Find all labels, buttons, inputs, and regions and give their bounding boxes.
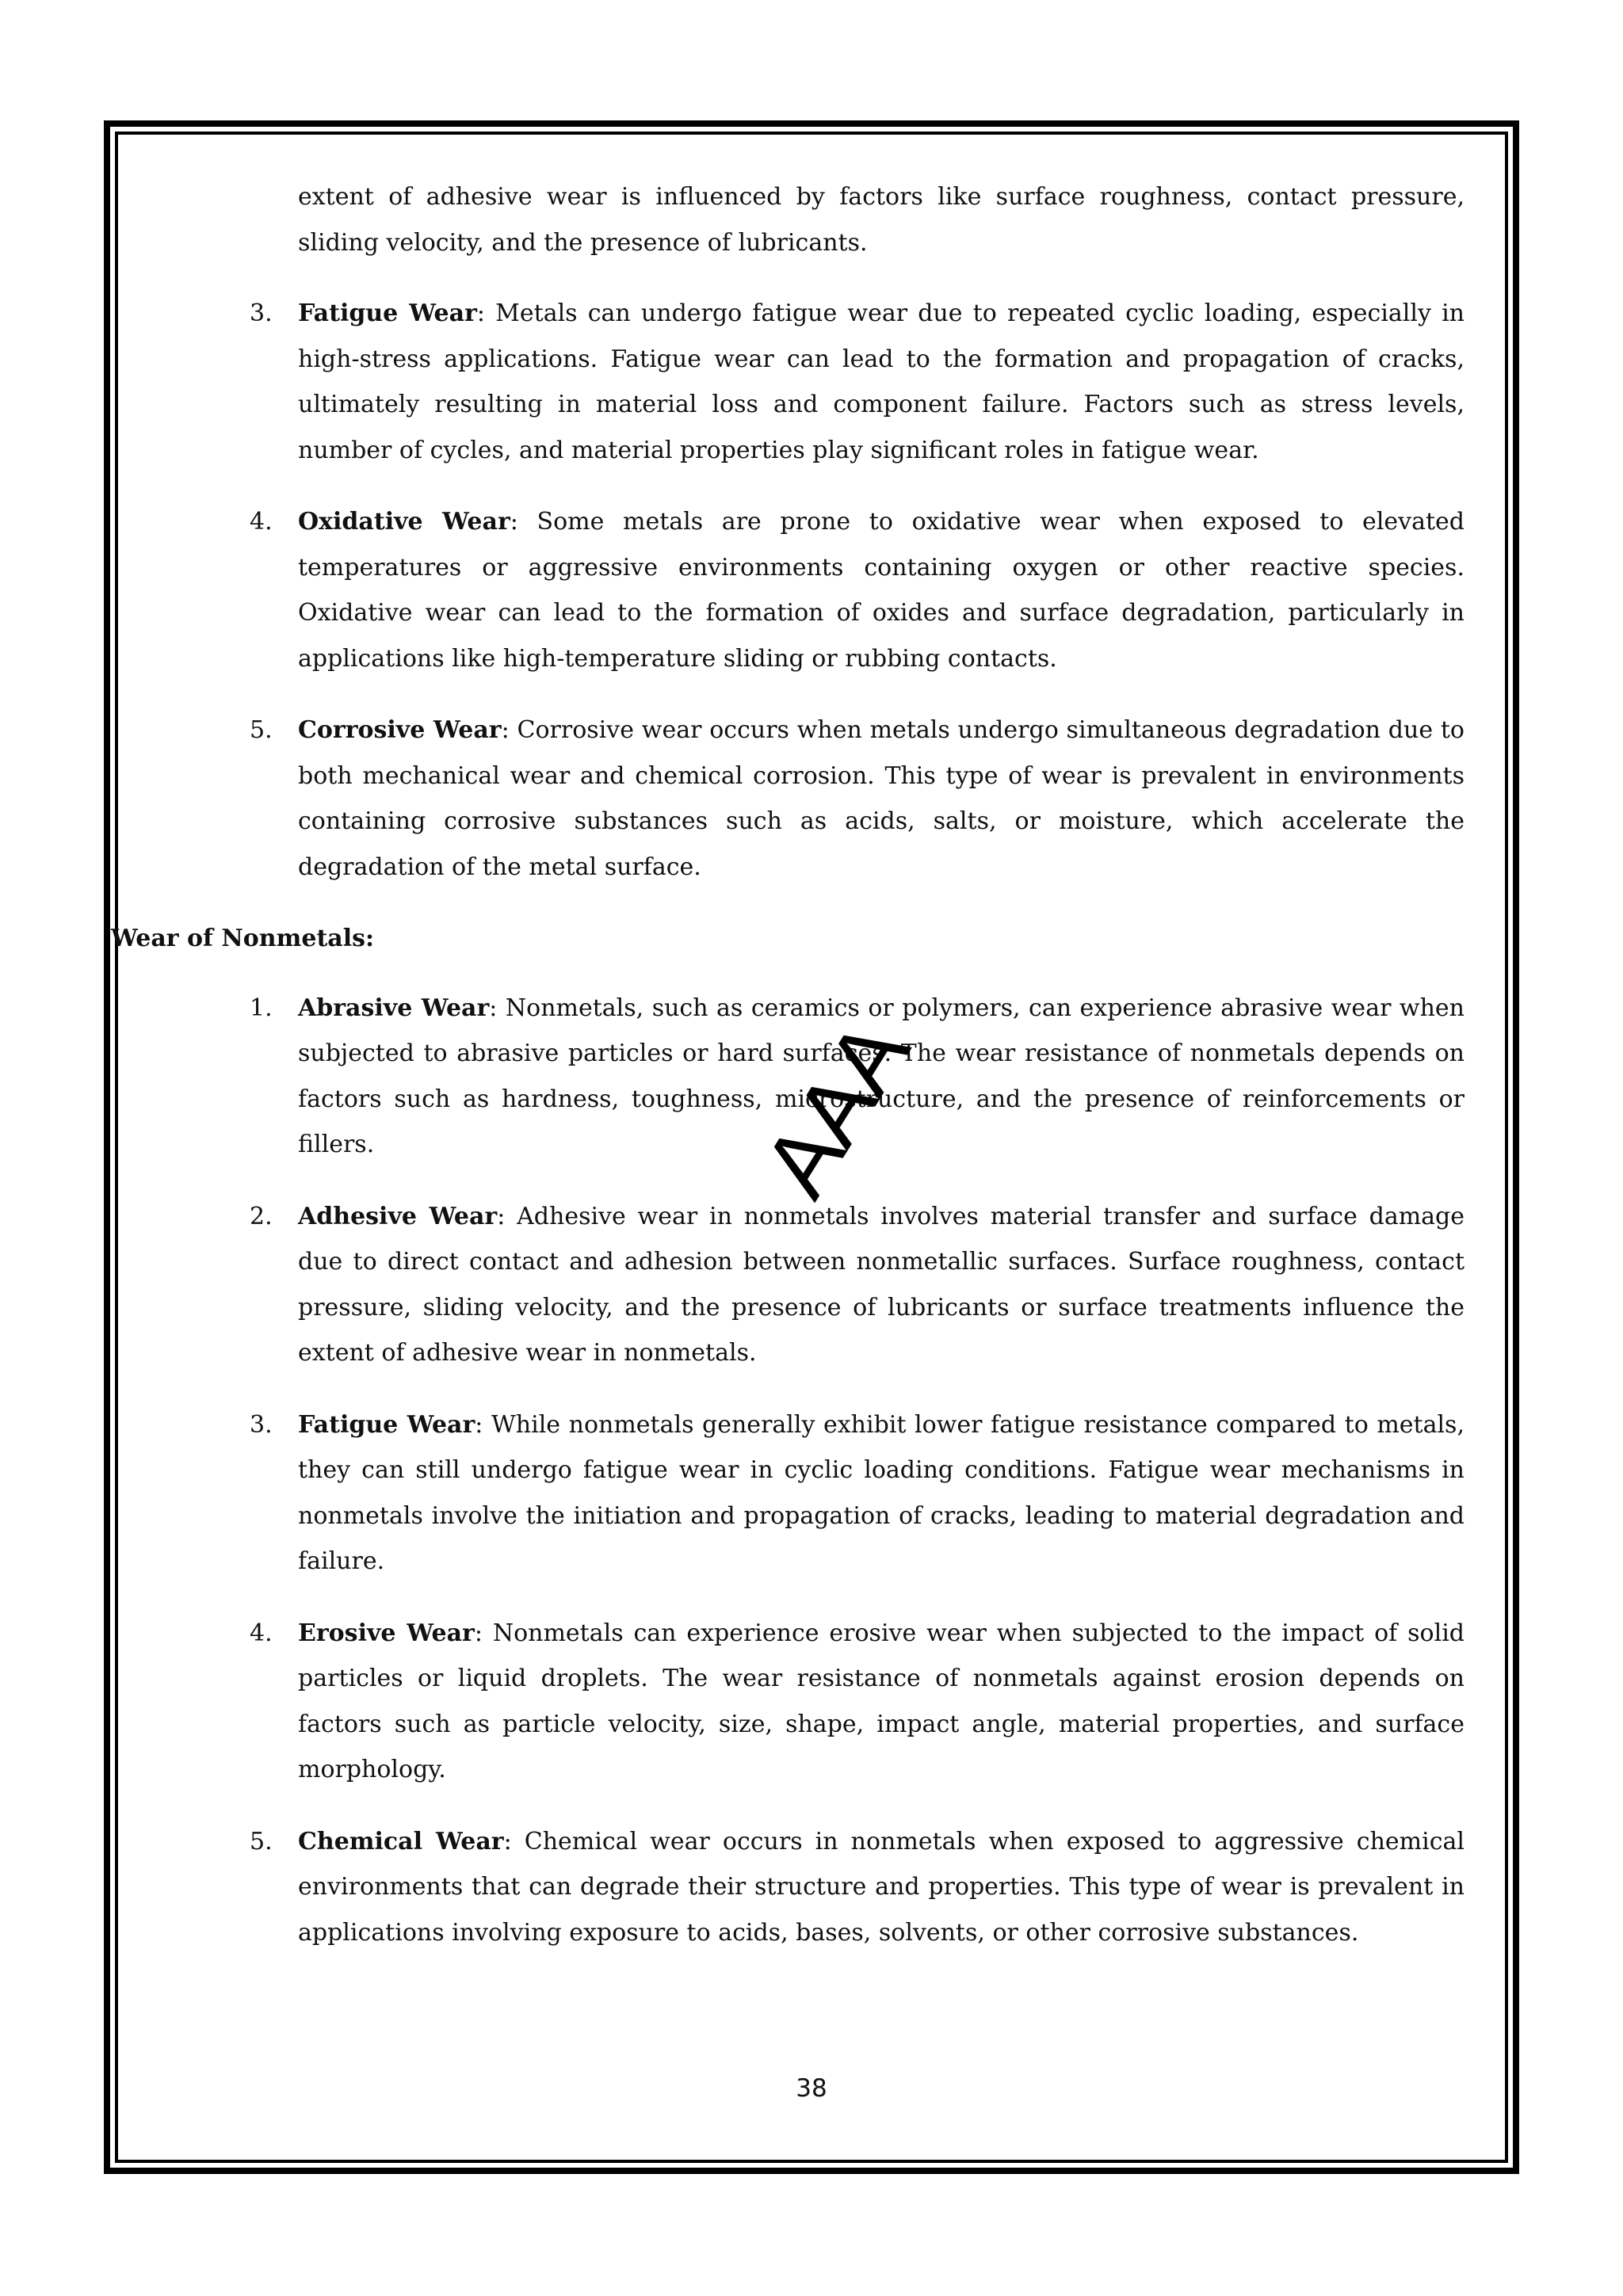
list-item-number: 5. [250,1827,273,1855]
list-item-text: : Nonmetals can experience erosive wear when subjected to the impact of solid particles or liquid droplets. The wear resistance of nonmetals against erosion depends on factors such as particle velocity, size, shape, impact angle, material properties, and surface morphology. [298,1619,1465,1783]
list-item-number: 1. [250,994,273,1022]
list-item-text: : Chemical wear occurs in nonmetals when exposed to aggressive chemical environments that can degrade their structure and properties. This type of wear is prevalent in applications involving exposure to acids, bases, solvents, or other corrosive substances. [298,1827,1465,1947]
list-item-text: : Some metals are prone to oxidative wear when exposed to elevated temperatures or aggressive environments containing oxygen or other reactive species. Oxidative wear can lead to the formation of oxides and surface degradation, particularly in applications like high-temperature sliding or rubbing contacts. [298,508,1465,673]
nonmetals-section-heading: Wear of Nonmetals: [111,925,375,952]
list-item-text: : Corrosive wear occurs when metals undergo simultaneous degradation due to both mechanical wear and chemical corrosion. This type of wear is prevalent in environments containing corrosive substances such as acids, salts, or moisture, which accelerate the degradation of the metal surface. [298,716,1465,881]
list-item-term: Fatigue Wear [298,299,477,327]
list-item-number: 3. [250,299,273,327]
list-item-term: Oxidative Wear [298,508,510,536]
list-item [204,1402,1465,1585]
watermark-text: AAA [743,1004,929,1215]
list-item-term: Chemical Wear [298,1827,504,1855]
list-item-number: 2. [250,1202,273,1230]
list-item-text: : Nonmetals, such as ceramics or polymers, can experience abrasive wear when subjected to abrasive particles or hard surfaces. The wear resistance of nonmetals depends on factors such as hardness, toughness, microstructure, and the presence of reinforcements or fillers. [298,994,1465,1158]
list-item-term: Adhesive Wear [298,1202,498,1230]
list-item-text: : Metals can undergo fatigue wear due to repeated cyclic loading, especially in high-stress applications. Fatigue wear can lead to the formation and propagation of cracks, ultimately resulting in material loss and component failure. Factors such as stress levels, number of cycles, and material properties play significant roles in fatigue wear. [298,299,1465,464]
list-item [204,499,1465,681]
list-item [204,1819,1465,1956]
list-item-number: 5. [250,716,273,744]
list-item-number: 4. [250,508,273,536]
list-item-term: Erosive Wear [298,1619,475,1647]
intro-continuation-paragraph: extent of adhesive wear is influenced by factors like surface roughness, contact pressure, sliding velocity, and the presence of lubricants. [298,183,1465,257]
metals-list [204,291,1465,890]
page-number: 38 [796,2074,827,2103]
list-item [204,291,1465,473]
list-item [204,707,1465,890]
list-item [204,1611,1465,1793]
list-item-term: Corrosive Wear [298,716,502,744]
list-item-term: Abrasive Wear [298,994,490,1022]
list-item [204,1194,1465,1376]
list-item-text: : While nonmetals generally exhibit lower fatigue resistance compared to metals, they can still undergo fatigue wear in cyclic loading conditions. Fatigue wear mechanisms in nonmetals involve the initiation and propagation of cracks, leading to material degradation and failure. [298,1410,1465,1575]
list-item-number: 3. [250,1410,273,1439]
list-item-number: 4. [250,1619,273,1647]
list-item-text: : Adhesive wear in nonmetals involves material transfer and surface damage due to direct contact and adhesion between nonmetallic surfaces. Surface roughness, contact pressure, sliding velocity, and the presence of lubricants or surface treatments influence the extent of adhesive wear in nonmetals. [298,1202,1465,1367]
list-item-term: Fatigue Wear [298,1410,475,1439]
